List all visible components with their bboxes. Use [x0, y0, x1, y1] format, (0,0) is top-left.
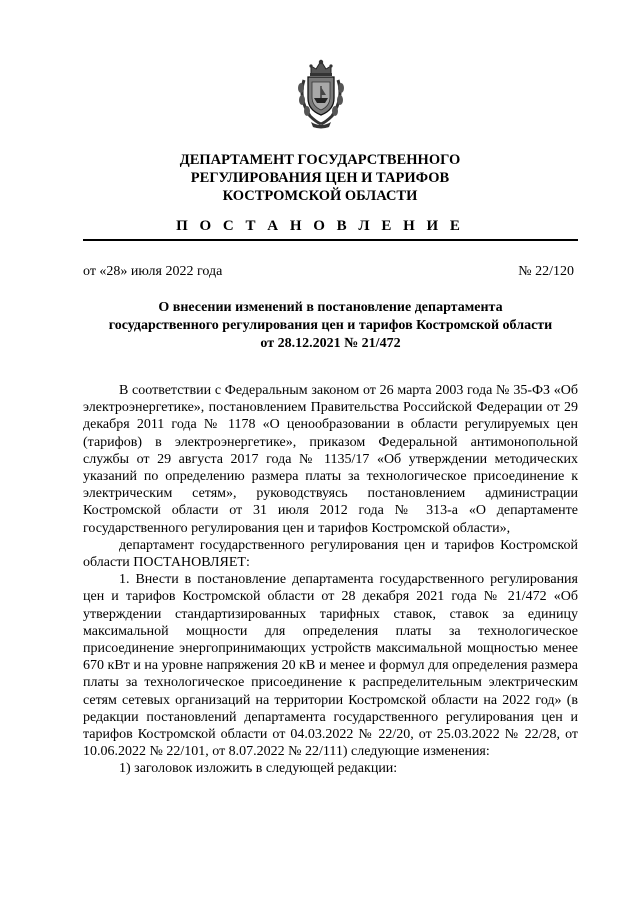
document-date: от «28» июля 2022 года: [83, 264, 223, 279]
subject-line: О внесении изменений в постановление департамента: [158, 300, 503, 315]
department-name-line: КОСТРОМСКОЙ ОБЛАСТИ: [222, 188, 418, 204]
body-paragraph-resolution: департамент государственного регулирования цен и тарифов Костромской области ПОСТАНОВЛЯЕТ:: [83, 537, 578, 571]
coat-of-arms-icon: [294, 58, 348, 130]
body-paragraph-item-1: 1. Внести в постановление департамента государственного регулирования цен и тарифов Костромской области от 28 декабря 2021 года № 21/472 «Об утверждении стандартизированных тарифных ставок, ставок за единицу максимальной мощности для определения платы за технологическое присоединение энергопринимающих устройств максимальной мощностью менее 670 кВт и на уровне напряжения 20 кВ и менее и формул для определения размера платы за технологическое присоединение к распределительным электрическим сетям сетевых организаций на территории Костромской области на 2022 год» (в редакции постановлений департамента государственного регулирования цен и тарифов Костромской области от 04.03.2022 № 22/20, от 25.03.2022 № 22/28, от 10.06.2022 № 22/101, от 8.07.2022 № 22/111) следующие изменения:: [83, 572, 578, 760]
department-name: [100, 151, 540, 205]
body-paragraph-subitem-1: 1) заголовок изложить в следующей редакции:: [119, 761, 398, 777]
header-divider: [83, 239, 578, 241]
document-body: [83, 382, 578, 778]
document-number: № 22/120: [518, 264, 574, 279]
document-subject: [83, 299, 578, 353]
document-type-title: П О С Т А Н О В Л Е Н И Е: [176, 218, 464, 234]
subject-line: от 28.12.2021 № 21/472: [260, 336, 401, 351]
department-name-line: РЕГУЛИРОВАНИЯ ЦЕН И ТАРИФОВ: [190, 170, 450, 186]
subject-line: государственного регулирования цен и тарифов Костромской области: [108, 318, 553, 333]
department-name-line: ДЕПАРТАМЕНТ ГОСУДАРСТВЕННОГО: [179, 152, 461, 168]
body-paragraph-preamble: В соответствии с Федеральным законом от 26 марта 2003 года № 35-ФЗ «Об электроэнергетике», постановлением Правительства Российской Федерации от 29 декабря 2011 года № 1178 «О ценообразовании в области регулируемых цен (тарифов) в электроэнергетике», приказом Федеральной антимонопольной службы от 29 августа 2017 года № 1135/17 «Об утверждении методических указаний по определению размера платы за технологическое присоединение к электрическим сетям», руководствуясь постановлением администрации Костромской области от 31 июля 2012 года № 313-а «О департаменте государственного регулирования цен и тарифов Костромской области»,: [83, 383, 578, 536]
